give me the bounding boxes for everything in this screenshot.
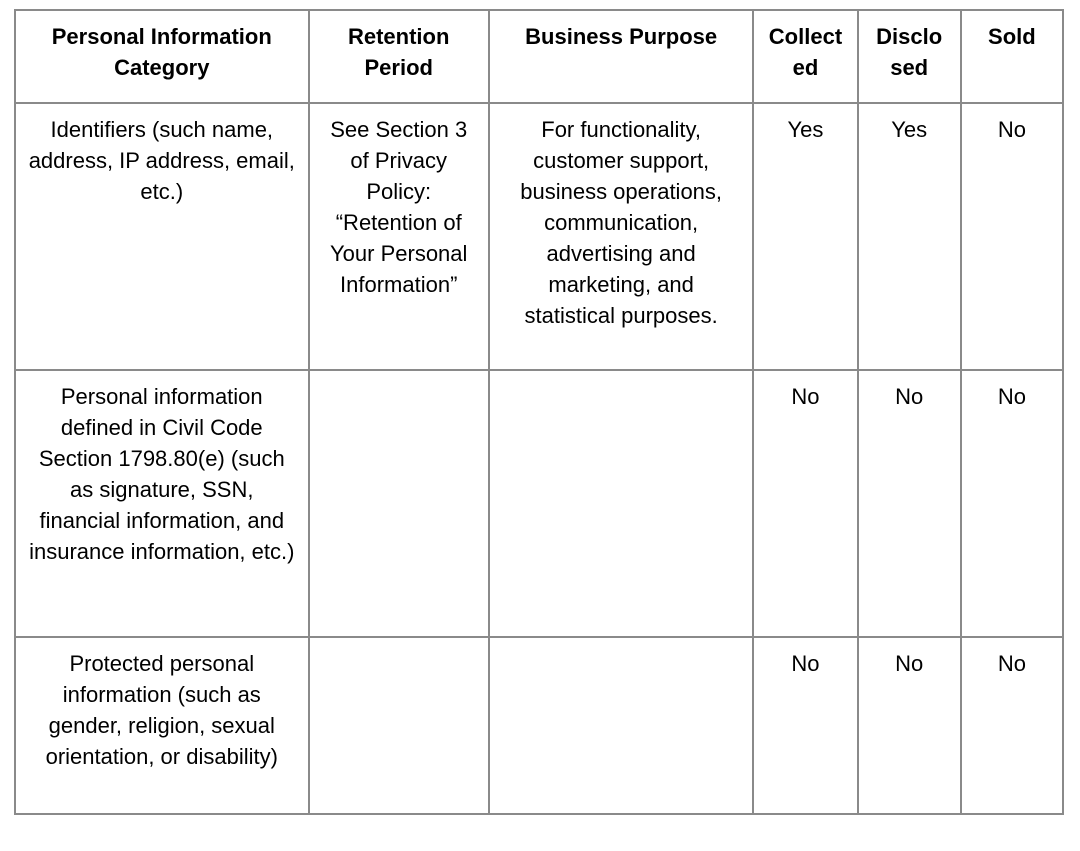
personal-information-table bbox=[14, 9, 1064, 815]
table-header-row bbox=[15, 10, 1063, 103]
table-row bbox=[15, 370, 1063, 637]
cell-sold: No bbox=[961, 637, 1063, 814]
header-category: Personal Information Category bbox=[15, 10, 309, 103]
cell-retention-period bbox=[309, 370, 489, 637]
header-collected: Collected bbox=[753, 10, 857, 103]
cell-category: Protected personal information (such as gender, religion, sexual orientation, or disability) bbox=[15, 637, 309, 814]
cell-retention-period bbox=[309, 637, 489, 814]
cell-business-purpose: For functionality, customer support, business operations, communication, advertising and marketing, and statistical purposes. bbox=[489, 103, 754, 370]
cell-collected: No bbox=[753, 637, 857, 814]
cell-sold: No bbox=[961, 103, 1063, 370]
table-row bbox=[15, 637, 1063, 814]
header-retention-period: Retention Period bbox=[309, 10, 489, 103]
cell-business-purpose bbox=[489, 370, 754, 637]
cell-retention-period: See Section 3 of Privacy Policy: “Retention of Your Personal Information” bbox=[309, 103, 489, 370]
cell-category: Personal information defined in Civil Code Section 1798.80(e) (such as signature, SSN, financial information, and insurance information, etc.) bbox=[15, 370, 309, 637]
cell-collected: No bbox=[753, 370, 857, 637]
header-disclosed: Disclosed bbox=[858, 10, 961, 103]
cell-disclosed: No bbox=[858, 370, 961, 637]
cell-disclosed: Yes bbox=[858, 103, 961, 370]
cell-collected: Yes bbox=[753, 103, 857, 370]
cell-business-purpose bbox=[489, 637, 754, 814]
cell-category: Identifiers (such name, address, IP address, email, etc.) bbox=[15, 103, 309, 370]
cell-sold: No bbox=[961, 370, 1063, 637]
header-sold: Sold bbox=[961, 10, 1063, 103]
table-row bbox=[15, 103, 1063, 370]
header-business-purpose: Business Purpose bbox=[489, 10, 754, 103]
cell-disclosed: No bbox=[858, 637, 961, 814]
